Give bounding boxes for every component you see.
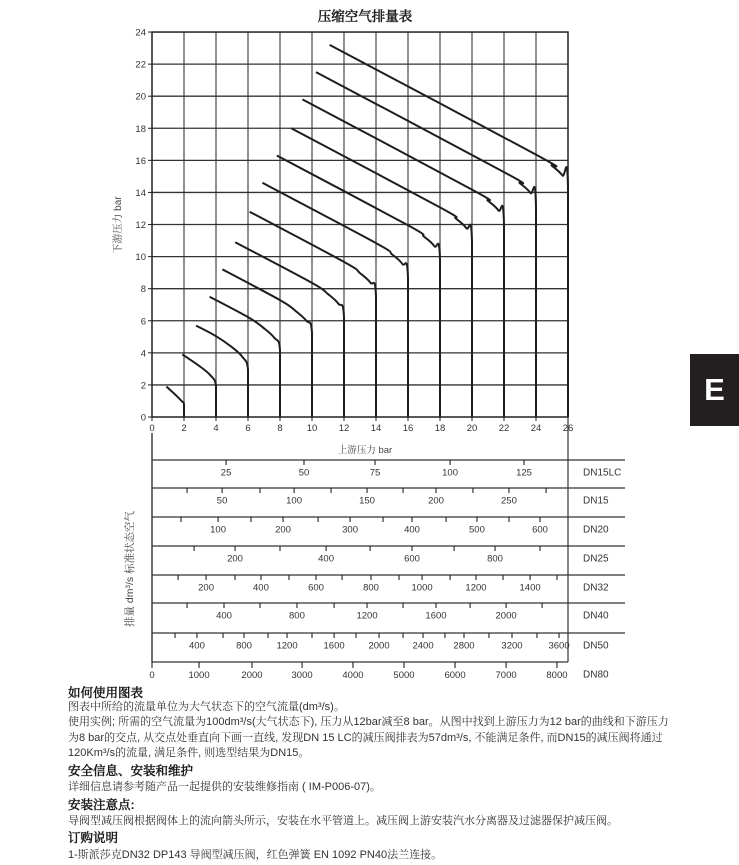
x-tick-label: 22 xyxy=(498,423,510,434)
flow-tick-label: 125 xyxy=(516,467,532,479)
how-to-use-heading: 如何使用图表 xyxy=(68,686,144,700)
pressure-curve xyxy=(182,354,216,417)
flow-tick-label: 3200 xyxy=(501,640,523,652)
valve-size-label: DN50 xyxy=(583,640,609,652)
y-tick-label: 12 xyxy=(135,220,146,232)
flow-tick-label: 50 xyxy=(298,467,310,479)
y-tick-label: 22 xyxy=(135,59,146,71)
installation-line: 导阀型减压阀根据阀体上的流向箭头所示，安装在水平管道上。减压阀上游安装汽水分离器及过滤器保护减压阀。 xyxy=(68,815,618,827)
section-tab-label: E xyxy=(704,372,725,407)
x-axis-label: 上游压力 bar xyxy=(337,445,393,456)
pressure-curve xyxy=(302,99,504,417)
flow-tick-label: 6000 xyxy=(444,670,466,681)
flow-tick-label: 1000 xyxy=(188,670,210,681)
flow-tick-label: 1600 xyxy=(323,640,345,652)
y-tick-label: 20 xyxy=(135,91,146,103)
valve-size-label: DN15 xyxy=(583,495,609,507)
flow-tick-label: 150 xyxy=(359,495,375,507)
pressure-curves xyxy=(166,45,568,417)
x-tick-label: 10 xyxy=(306,423,318,434)
flow-tick-label: 200 xyxy=(428,495,444,507)
x-tick-label: 4 xyxy=(213,423,219,434)
flow-tick-label: 400 xyxy=(318,553,335,565)
flow-tick-label: 100 xyxy=(286,495,303,507)
x-tick-label: 24 xyxy=(530,423,542,434)
x-tick-label: 2 xyxy=(181,423,187,434)
flow-tick-label: 2400 xyxy=(412,640,434,652)
flow-tick-label: 200 xyxy=(227,553,243,565)
how-to-use-line: 使用实例; 所需的空气流量为100dm³/s(大气状态下), 压力从12bar减至8 bar。从图中找到上游压力为12 bar的曲线和下游压力 xyxy=(68,716,669,728)
x-tick-label: 18 xyxy=(434,423,446,434)
flow-tick-label: 5000 xyxy=(393,670,415,681)
flow-tick-label: 400 xyxy=(253,582,269,594)
y-tick-label: 16 xyxy=(135,155,146,167)
flow-tick-label: 2000 xyxy=(368,640,390,652)
valve-size-label: DN80 xyxy=(583,669,609,681)
flow-tick-label: 800 xyxy=(236,640,252,652)
flow-tick-label: 500 xyxy=(469,524,485,536)
flow-tick-label: 4000 xyxy=(342,670,364,681)
flow-tick-label: 800 xyxy=(289,610,305,622)
y-tick-label: 6 xyxy=(140,316,146,328)
flow-tick-label: 600 xyxy=(404,553,420,565)
flow-tick-label: 1600 xyxy=(425,610,447,622)
y-tick-label: 8 xyxy=(140,284,146,296)
pressure-curve xyxy=(166,387,184,418)
flow-scales xyxy=(149,417,625,681)
pressure-curve xyxy=(235,242,344,417)
how-to-use-line: 图表中所给的流量单位为大气状态下的空气流量(dm³/s)。 xyxy=(68,701,345,713)
pressure-curve xyxy=(222,269,312,417)
safety-line: 详细信息请参考随产品一起提供的安装维修指南 ( IM-P006-07)。 xyxy=(68,781,381,793)
valve-size-label: DN25 xyxy=(583,553,609,565)
flow-tick-label: 1000 xyxy=(411,582,433,594)
ordering-line: 1-斯派莎克DN32 DP143 导阀型减压阀，红色弹簧 EN 1092 PN40法兰连接。 xyxy=(68,849,443,861)
flow-axis-label: 排量 dm³/s 标准状态空气 xyxy=(124,510,136,628)
flow-tick-label: 0 xyxy=(149,670,155,681)
flow-tick-label: 200 xyxy=(198,582,215,594)
flow-tick-label: 7000 xyxy=(495,670,517,681)
flow-tick-label: 1200 xyxy=(276,640,298,652)
flow-tick-label: 300 xyxy=(342,524,359,536)
flow-tick-label: 8000 xyxy=(546,670,568,681)
section-tab-e xyxy=(690,354,739,426)
x-tick-label: 6 xyxy=(245,423,251,434)
valve-size-label: DN20 xyxy=(583,524,609,536)
valve-size-label: DN32 xyxy=(583,582,609,594)
flow-tick-label: 400 xyxy=(404,524,420,536)
flow-tick-label: 600 xyxy=(308,582,324,594)
flow-tick-label: 1400 xyxy=(519,582,541,594)
y-tick-label: 0 xyxy=(140,412,146,424)
flow-tick-label: 100 xyxy=(210,524,227,536)
safety-heading: 安全信息、安装和维护 xyxy=(68,764,194,778)
y-axis-label: 下游压力 bar xyxy=(113,196,124,254)
flow-tick-label: 1200 xyxy=(356,610,378,622)
flow-tick-label: 3000 xyxy=(291,670,313,681)
flow-tick-label: 75 xyxy=(369,467,381,479)
flow-tick-label: 400 xyxy=(216,610,232,622)
flow-tick-label: 800 xyxy=(363,582,379,594)
flow-tick-label: 200 xyxy=(275,524,291,536)
pressure-curve xyxy=(291,128,472,417)
x-tick-label: 26 xyxy=(562,423,574,434)
x-tick-label: 20 xyxy=(466,423,478,434)
x-tick-label: 8 xyxy=(277,423,283,434)
installation-heading: 安装注意点: xyxy=(68,798,135,812)
pressure-curve xyxy=(210,297,280,417)
x-tick-label: 12 xyxy=(338,423,350,434)
flow-tick-label: 25 xyxy=(220,467,232,479)
y-tick-label: 14 xyxy=(135,187,146,199)
how-to-use-line: 120Km³/s的流量, 满足条件, 则选型结果为DN15。 xyxy=(68,747,310,759)
flow-tick-label: 50 xyxy=(216,495,228,507)
valve-size-label: DN15LC xyxy=(583,467,622,479)
valve-size-label: DN40 xyxy=(583,610,609,622)
y-tick-label: 4 xyxy=(140,348,146,360)
y-tick-label: 2 xyxy=(140,380,146,392)
x-tick-label: 0 xyxy=(149,423,155,434)
flow-tick-label: 2000 xyxy=(241,670,263,681)
flow-tick-label: 250 xyxy=(501,495,517,507)
flow-tick-label: 2800 xyxy=(453,640,475,652)
how-to-use-line: 为8 bar的交点, 从交点处垂直向下画一直线, 发现DN 15 LC的减压阀排表为57dm³/s, 不能满足条件, 而DN15的减压阀将通过 xyxy=(68,732,663,744)
chart-title: 压缩空气排量表 xyxy=(317,9,413,24)
flow-tick-label: 600 xyxy=(532,524,548,536)
y-tick-label: 18 xyxy=(135,123,146,135)
flow-tick-label: 2000 xyxy=(495,610,517,622)
flow-tick-label: 3600 xyxy=(548,640,570,652)
ordering-heading: 订购说明 xyxy=(68,831,119,845)
x-tick-label: 16 xyxy=(402,423,414,434)
flow-tick-label: 1200 xyxy=(465,582,487,594)
flow-tick-label: 100 xyxy=(442,467,459,479)
flow-tick-label: 800 xyxy=(487,553,503,565)
flow-tick-label: 400 xyxy=(189,640,205,652)
pressure-curve xyxy=(196,326,248,417)
x-tick-label: 14 xyxy=(370,423,382,434)
y-tick-label: 10 xyxy=(135,252,146,264)
y-tick-label: 24 xyxy=(135,27,146,39)
pressure-curve xyxy=(330,45,568,417)
